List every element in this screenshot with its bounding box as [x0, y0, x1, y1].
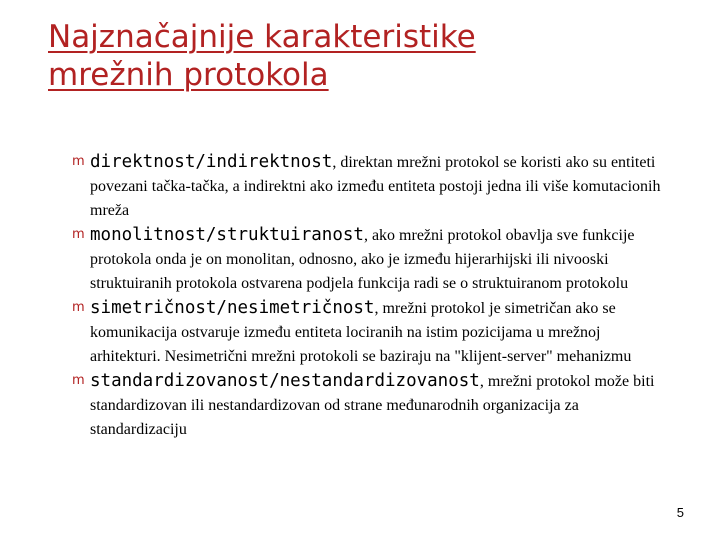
bullet-text	[90, 369, 672, 442]
bullet-marker-icon: m	[72, 300, 85, 315]
bullet-term: standardizovanost/nestandardizovanost	[90, 371, 480, 391]
slide-title	[48, 18, 688, 94]
bullet-description: , mrežni protokol može biti standardizovan ili nestandardizovan od strane međunarodnih organizacija za standardizaciju	[90, 373, 655, 438]
bullet-term: direktnost/indirektnost	[90, 152, 333, 172]
bullet-item-standardization	[72, 369, 672, 442]
page-number: 5	[676, 505, 684, 520]
bullet-item-directness	[72, 150, 672, 223]
title-line-2: mrežnih protokola	[48, 57, 329, 93]
bullet-description: , mrežni protokol je simetričan ako se komunikacija ostvaruje između entiteta lociranih na istim pozicijama u mrežnoj arhitekturi. Nesimetrični mrežni protokoli se baziraju na "klijent-server" mehanizmu	[90, 300, 632, 365]
bullet-item-monolithic	[72, 223, 672, 296]
bullet-text	[90, 296, 672, 369]
title-line-1: Najznačajnije karakteristike	[48, 19, 476, 55]
bullet-text	[90, 223, 672, 296]
bullet-text	[90, 150, 672, 223]
bullet-marker-icon: m	[72, 154, 85, 169]
bullet-list	[72, 150, 672, 442]
bullet-marker-icon: m	[72, 373, 85, 388]
bullet-term: monolitnost/struktuiranost	[90, 225, 364, 245]
bullet-marker-icon: m	[72, 227, 85, 242]
bullet-description: , ako mrežni protokol obavlja sve funkcije protokola onda je on monolitan, odnosno, ako je između hijerarhijski ili nivooski struktuiranih protokola ostvarena podjela funkcija radi se o struktuiranom protokolu	[90, 227, 635, 292]
bullet-item-symmetry	[72, 296, 672, 369]
bullet-term: simetričnost/nesimetričnost	[90, 298, 375, 318]
bullet-description: , direktan mrežni protokol se koristi ako su entiteti povezani tačka-tačka, a indirektni ako između entiteta postoji jedna ili više komutacionih mreža	[90, 154, 661, 219]
